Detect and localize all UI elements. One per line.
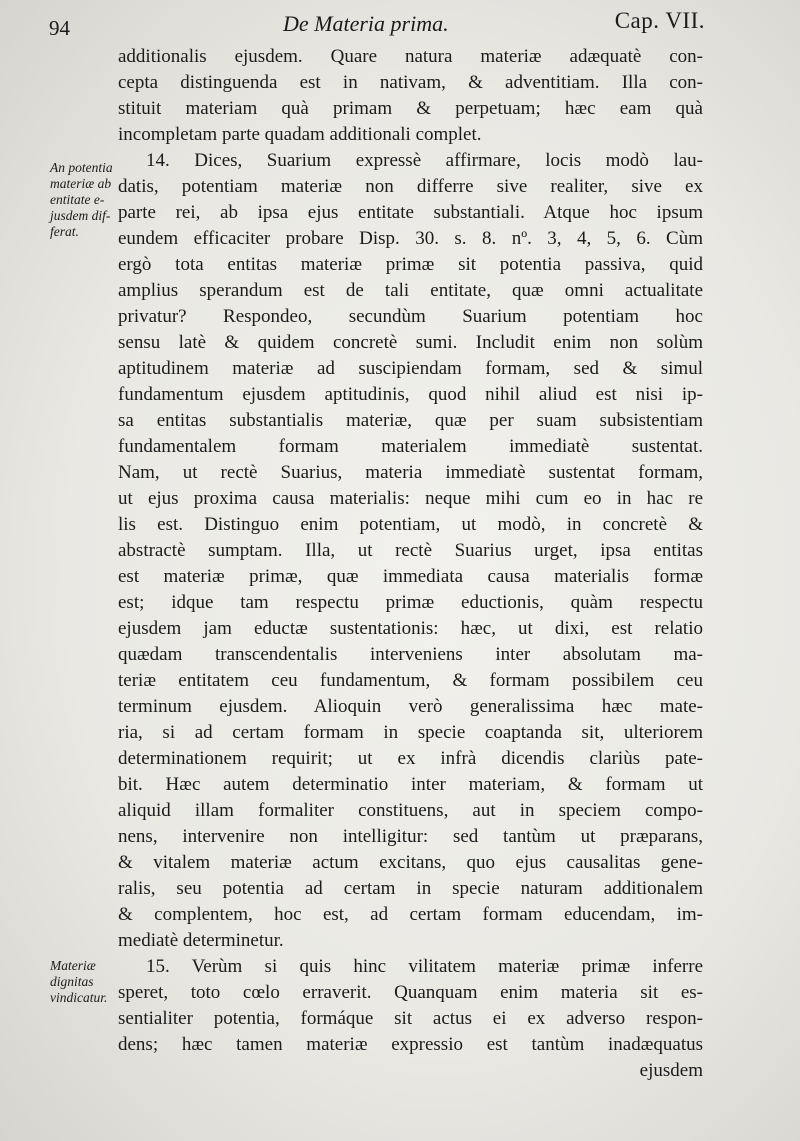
text-line: datis, potentiam materiæ non differre sive realiter, sive ex <box>118 176 703 197</box>
margin-note-line: dignitas <box>50 974 94 989</box>
chapter-label: Cap. VII. <box>614 8 705 33</box>
text-line: & complentem, hoc est, ad certam formam educendam, im- <box>118 904 703 925</box>
text-line: ria, si ad certam formam in specie coaptanda sit, ulteriorem <box>118 722 703 743</box>
text-line: amplius sperandum est de tali entitate, quæ omni actualitate <box>118 280 703 301</box>
margin-note-line: vindicatur. <box>50 990 108 1005</box>
text-line: ergò tota entitas materiæ primæ sit potentia passiva, quid <box>118 254 703 275</box>
margin-note-line: jusdem dif- <box>50 208 111 223</box>
text-line: aptitudinem materiæ ad suscipiendam formam, sed & simul <box>118 358 703 379</box>
text-line: sensu latè & quidem concretè sumi. Includit enim non solùm <box>118 332 703 353</box>
text-line: Nam, ut rectè Suarius, materia immediatè sustentat formam, <box>118 462 703 483</box>
margin-note-line: ferat. <box>50 224 79 239</box>
text-line: sentialiter potentia, formáque sit actus ei ex adverso respon- <box>118 1008 703 1029</box>
text-line: fundamentum ejusdem aptitudinis, quod nihil aliud est nisi ip- <box>118 384 703 405</box>
text-line: lis est. Distinguo enim potentiam, ut modò, in concretè & <box>118 514 703 535</box>
paragraph-15-start: 15. Verùm si quis hinc vilitatem materiæ primæ inferre <box>146 956 703 977</box>
text-line: cepta distinguenda est in nativam, & adventitiam. Illa con- <box>118 72 703 93</box>
margin-note-dignitas <box>50 958 128 1006</box>
margin-note-potentia <box>50 160 128 240</box>
text-line: privatur? Respondeo, secundùm Suarium potentiam hoc <box>118 306 703 327</box>
text-line: stituit materiam quà primam & perpetuam; hæc eam quà <box>118 98 703 119</box>
running-title: De Materia prima. <box>283 11 449 36</box>
text-line: additionalis ejusdem. Quare natura materiæ adæquatè con- <box>118 46 703 67</box>
margin-note-line: An potentia <box>50 160 113 175</box>
text-line: teriæ entitatem ceu fundamentum, & formam possibilem ceu <box>118 670 703 691</box>
text-line: terminum ejusdem. Alioquin verò generalissima hæc mate- <box>118 696 703 717</box>
text-line: determinationem requirit; ut ex infrà dicendis clariùs pate- <box>118 748 703 769</box>
text-line: ejusdem jam eductæ sustentationis: hæc, ut dixi, est relatio <box>118 618 703 639</box>
text-line: bit. Hæc autem determinatio inter materiam, & formam ut <box>118 774 703 795</box>
page-number: 94 <box>49 16 70 40</box>
text-line: fundamentalem formam materialem immediatè sustentat. <box>118 436 703 457</box>
text-line: quædam transcendentalis interveniens inter absolutam ma- <box>118 644 703 665</box>
text-line: nens, intervenire non intelligitur: sed tantùm ut præparans, <box>118 826 703 847</box>
body-text <box>118 44 703 1084</box>
text-line: speret, toto cœlo erraverit. Quanquam enim materia sit es- <box>118 982 703 1003</box>
text-line: aliquid illam formaliter constituens, aut in speciem compo- <box>118 800 703 821</box>
margin-note-line: Materiæ <box>50 958 96 973</box>
page-header <box>0 6 800 38</box>
text-line: parte rei, ab ipsa ejus entitate substantiali. Atque hoc ipsum <box>118 202 703 223</box>
text-line: eundem efficaciter probare Disp. 30. s. 8. nº. 3, 4, 5, 6. Cùm <box>118 228 703 249</box>
catchword: ejusdem <box>639 1060 703 1081</box>
text-line: est; idque tam respectu primæ eductionis, quàm respectu <box>118 592 703 613</box>
text-line: dens; hæc tamen materiæ expressio est tantùm inadæquatus <box>118 1034 703 1055</box>
margin-note-line: entitate e- <box>50 192 105 207</box>
text-line: ut ejus proxima causa materialis: neque mihi cum eo in hac re <box>118 488 703 509</box>
text-line: ralis, seu potentia ad certam in specie naturam additionalem <box>118 878 703 899</box>
text-line: abstractè sumptam. Illa, ut rectè Suarius urget, ipsa entitas <box>118 540 703 561</box>
text-line: sa entitas substantialis materiæ, quæ per suam subsistentiam <box>118 410 703 431</box>
margin-note-line: materiæ ab <box>50 176 112 191</box>
paragraph-14-start: 14. Dices, Suarium expressè affirmare, locis modò lau- <box>146 150 703 171</box>
text-line: incompletam parte quadam additionali complet. <box>118 124 482 145</box>
text-line: & vitalem materiæ actum excitans, quo ejus causalitas gene- <box>118 852 703 873</box>
text-line: est materiæ primæ, quæ immediata causa materialis formæ <box>118 566 703 587</box>
text-line: mediatè determinetur. <box>118 930 284 951</box>
